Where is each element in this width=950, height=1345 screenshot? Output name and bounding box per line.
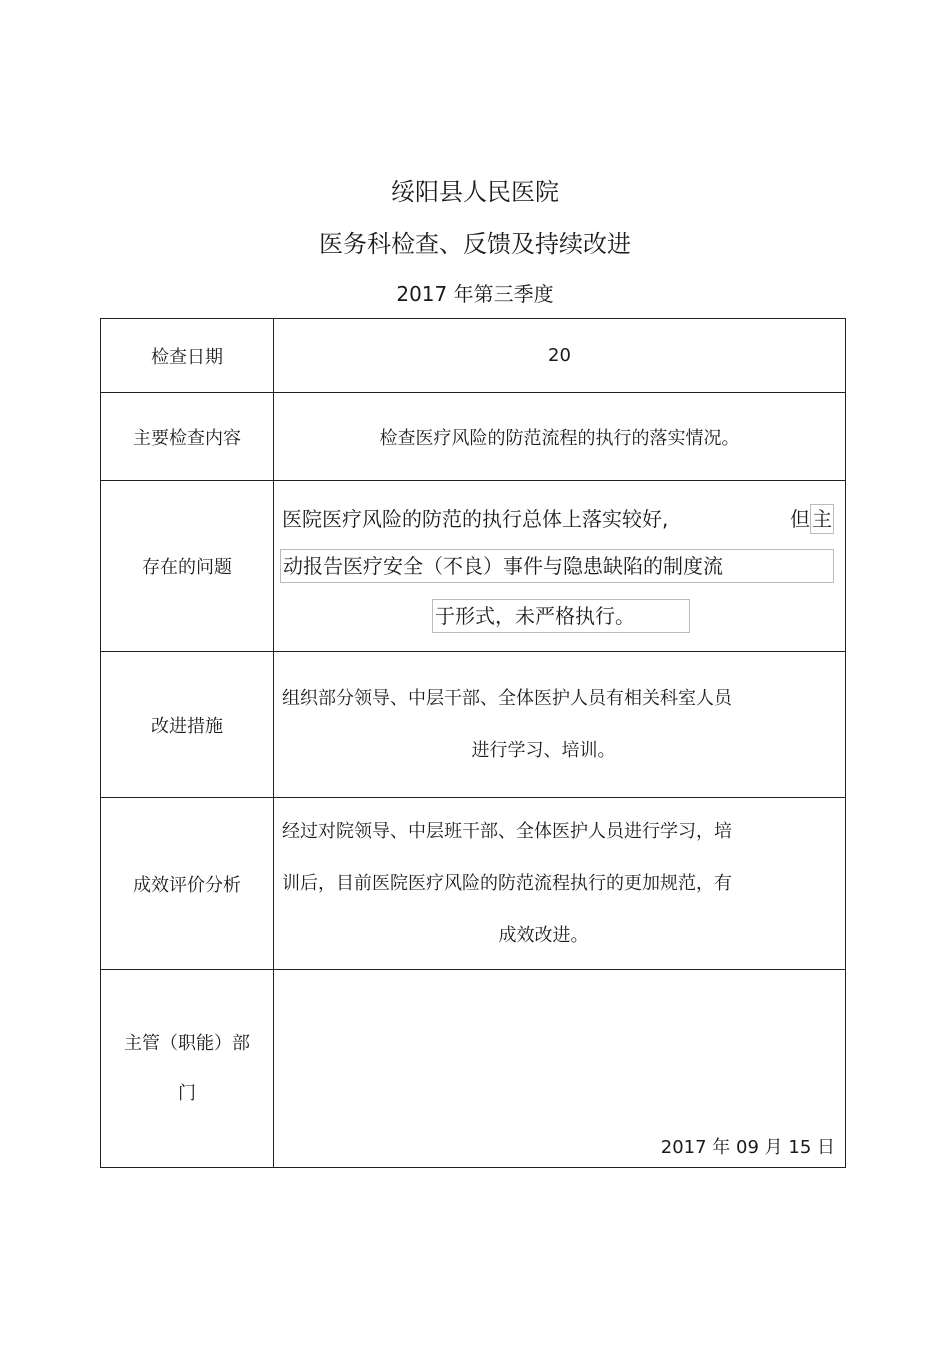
improvement-line-2: 进行学习、培训。 [471, 739, 616, 761]
department-cell [274, 970, 846, 1168]
issues-line-2: 动报告医疗安全（不良）事件与隐患缺陷的制度流 [280, 549, 834, 583]
issues-line-3: 于形式，未严格执行。 [432, 599, 690, 633]
inspection-table [100, 318, 846, 1168]
date-label: 检查日期 [101, 319, 274, 393]
document-title: 医务科检查、反馈及持续改进 [319, 230, 631, 258]
issues-cell [274, 481, 846, 652]
evaluation-label: 成效评价分析 [101, 798, 274, 970]
department-label-line-1: 主管（职能）部 [124, 1032, 250, 1054]
table-row-evaluation [101, 798, 846, 970]
table-row-improvement [101, 652, 846, 798]
issues-label: 存在的问题 [101, 481, 274, 652]
improvement-line-1: 组织部分领导、中层干部、全体医护人员有相关科室人员 [282, 687, 732, 709]
main-content-label: 主要检查内容 [101, 393, 274, 481]
hospital-name: 绥阳县人民医院 [391, 178, 559, 206]
table-row-date [101, 319, 846, 393]
issues-line-1-tail-plain: 但 [790, 507, 810, 531]
department-label [101, 970, 274, 1168]
issues-line-1-tail-boxed: 主 [810, 504, 834, 534]
department-label-line-2: 门 [178, 1082, 196, 1104]
issues-line-1-tail [790, 503, 834, 532]
main-content-value: 检查医疗风险的防范流程的执行的落实情况。 [274, 393, 846, 481]
table-row-department [101, 970, 846, 1168]
evaluation-line-2: 训后，目前医院医疗风险的防范流程执行的更加规范，有 [282, 872, 732, 894]
improvement-cell [274, 652, 846, 798]
evaluation-cell [274, 798, 846, 970]
report-period: 2017 年第三季度 [396, 282, 554, 306]
table-row-issues [101, 481, 846, 652]
issues-line-1: 医院医疗风险的防范的执行总体上落实较好, [282, 507, 669, 531]
sign-date: 2017 年 09 月 15 日 [660, 1137, 835, 1158]
improvement-label: 改进措施 [101, 652, 274, 798]
evaluation-line-1: 经过对院领导、中层班干部、全体医护人员进行学习，培 [282, 820, 732, 842]
date-value: 20 [274, 319, 846, 393]
table-row-main-content [101, 393, 846, 481]
evaluation-line-3: 成效改进。 [498, 924, 589, 946]
